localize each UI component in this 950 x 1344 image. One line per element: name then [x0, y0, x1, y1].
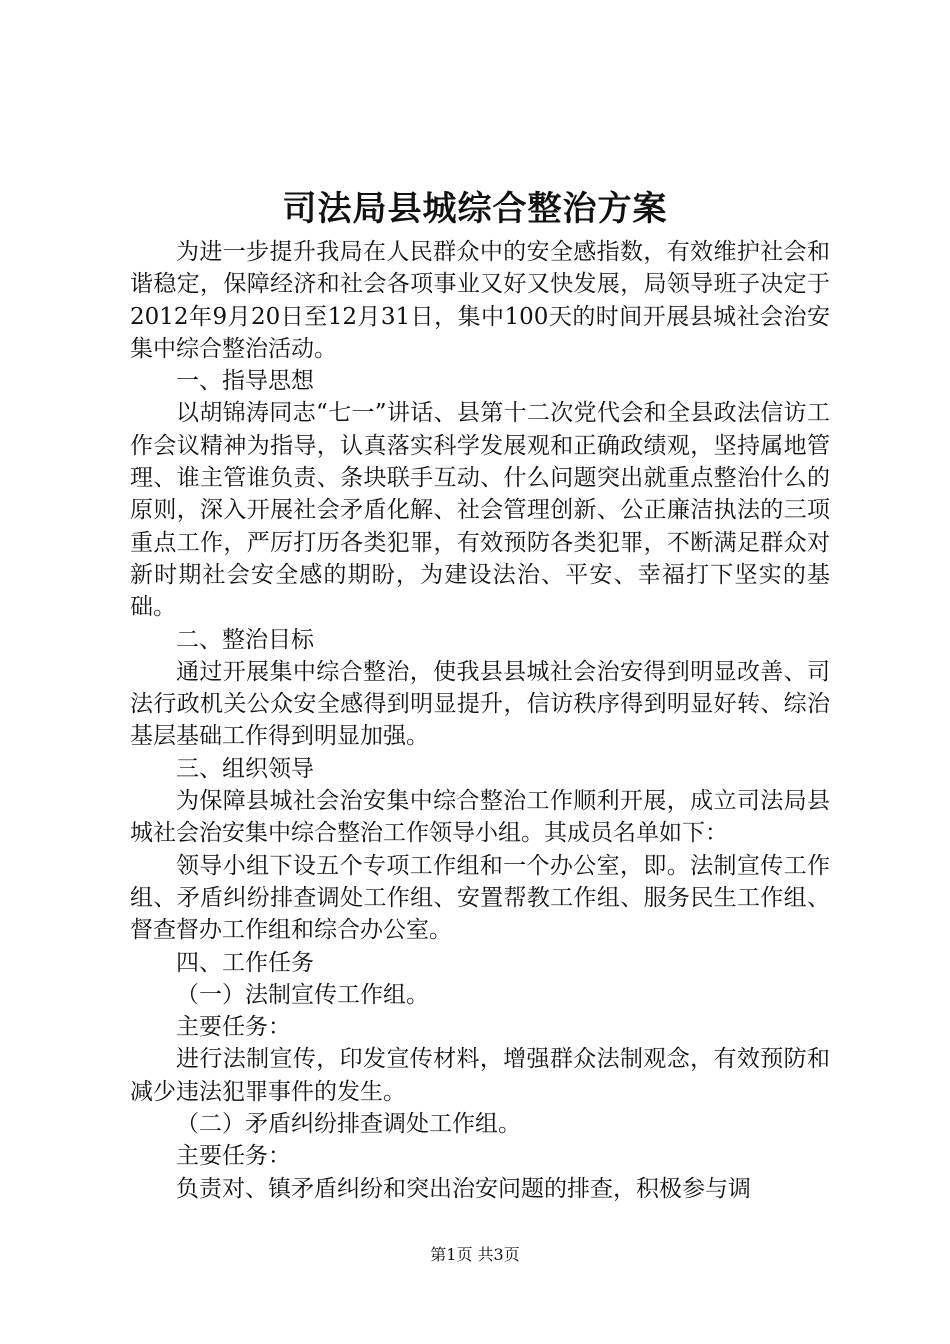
document-body	[130, 236, 830, 1205]
document-title: 司法局县城综合整治方案	[282, 189, 668, 229]
paragraph-goals: 通过开展集中综合整治，使我县县城社会治安得到明显改善、司法行政机关公众安全感得到明显提升，信访秩序得到明显好转、综治基层基础工作得到明显加强。	[130, 658, 830, 750]
section-heading-goals: 二、整治目标	[176, 626, 314, 653]
subsection-heading-legal-publicity: （一）法制宣传工作组。	[176, 981, 429, 1008]
section-heading-tasks: 四、工作任务	[176, 949, 314, 976]
section-heading-guiding-thought: 一、指导思想	[176, 368, 314, 395]
paragraph-intro: 为进一步提升我局在人民群众中的安全感指数，有效维护社会和谐稳定，保障经济和社会各项事业又好又快发展，局领导班子决定于2012年9月20日至12月31日，集中100天的时间开展县城社会治安集中综合整治活动。	[130, 239, 830, 362]
main-tasks-label-1: 主要任务：	[176, 1014, 291, 1041]
paragraph-working-groups: 领导小组下设五个专项工作组和一个办公室，即。法制宣传工作组、矛盾纠纷排查调处工作组、安置帮教工作组、服务民生工作组、督查督办工作组和综合办公室。	[130, 852, 830, 944]
page-number-footer: 第1页 共3页	[430, 1245, 520, 1264]
paragraph-leadership: 为保障县城社会治安集中综合整治工作顺利开展，成立司法局县城社会治安集中综合整治工作领导小组。其成员名单如下：	[130, 788, 830, 847]
paragraph-dispute-mediation-tasks: 负责对、镇矛盾纠纷和突出治安问题的排查，积极参与调	[176, 1175, 751, 1202]
subsection-heading-dispute-mediation: （二）矛盾纠纷排查调处工作组。	[176, 1111, 521, 1138]
paragraph-legal-publicity-tasks: 进行法制宣传，印发宣传材料，增强群众法制观念，有效预防和减少违法犯罪事件的发生。	[130, 1046, 830, 1105]
section-heading-leadership: 三、组织领导	[176, 755, 314, 782]
paragraph-guiding-thought: 以胡锦涛同志“七一”讲话、县第十二次党代会和全县政法信访工作会议精神为指导，认真落实科学发展观和正确政绩观，坚持属地管理、谁主管谁负责、条块联手互动、什么问题突出就重点整治什么的原则，深入开展社会矛盾化解、社会管理创新、公正廉洁执法的三项重点工作，严厉打历各类犯罪，有效预防各类犯罪，不断满足群众对新时期社会安全感的期盼，为建设法治、平安、幸福打下坚实的基础。	[130, 400, 830, 621]
main-tasks-label-2: 主要任务：	[176, 1143, 291, 1170]
